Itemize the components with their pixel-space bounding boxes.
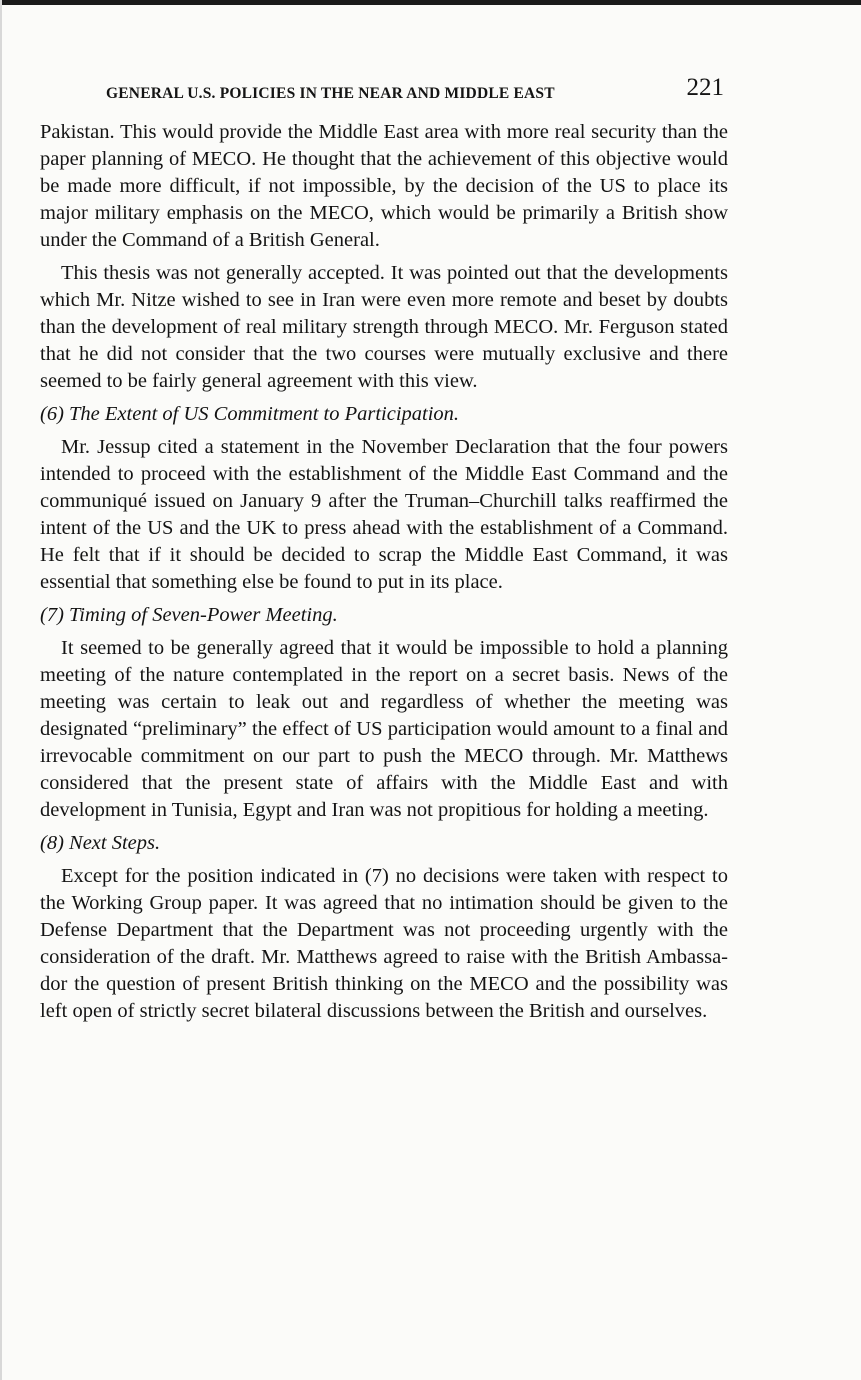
section-heading-7: (7) Timing of Seven-Power Meeting. (40, 604, 338, 626)
scan-left-edge (0, 0, 2, 1380)
paragraph-timing: It seemed to be generally agreed that it would be impossible to hold a planning meeting of the nature contemplated in the report on a secret basis. News of the meeting was certain to leak out and regardless of whether the meeting was designated “preliminary” the effect of US participation would amount to a final and irrevocable commitment on our part to push the MECO through. Mr. Matthews considered that the present state of affairs with the Middle East and with development in Tunisia, Egypt and Iran was not propitious for holding a meeting. (40, 637, 728, 821)
running-title: GENERAL U.S. POLICIES IN THE NEAR AND MIDDLE EAST (106, 85, 555, 102)
section-heading-8: (8) Next Steps. (40, 832, 161, 854)
paragraph-commitment: Mr. Jessup cited a statement in the November Declaration that the four powers intended to proceed with the establishment of the Middle East Command and the communiqué issued on January 9 after the Truman–Churchill talks reaffirmed the intent of the US and the UK to press ahead with the establishment of a Command. He felt that if it should be decided to scrap the Middle East Command, it was essential that something else be found to put in its place. (40, 436, 728, 593)
running-head (40, 72, 724, 106)
body-text (40, 119, 728, 1031)
paragraph-thesis: This thesis was not generally accepted. It was pointed out that the developments which Mr. Nitze wished to see in Iran were even more remote and beset by doubts than the development of real military strength through MECO. Mr. Ferguson stated that he did not consider that the two courses were mutually exclusive and there seemed to be fairly general agreement with this view. (40, 262, 728, 392)
page-number: 221 (686, 74, 724, 101)
paragraph-continued: Pakistan. This would provide the Middle East area with more real security than the paper planning of MECO. He thought that the achievement of this objective would be made more difficult, if not impossible, by the decision of the US to place its major military emphasis on the MECO, which would be primarily a British show under the Command of a British General. (40, 121, 728, 251)
scan-top-edge (0, 0, 861, 5)
section-heading-6: (6) The Extent of US Commitment to Participation. (40, 403, 460, 425)
paragraph-next-steps: Except for the position indicated in (7) no decisions were taken with respect to the Working Group paper. It was agreed that no intimation should be given to the Defense Department that the Department was not proceeding urgently with the consideration of the draft. Mr. Matthews agreed to raise with the British Ambassador the question of present British thinking on the MECO and the possibility was left open of strictly secret bilateral discussions between the British and ourselves. (40, 865, 728, 1022)
